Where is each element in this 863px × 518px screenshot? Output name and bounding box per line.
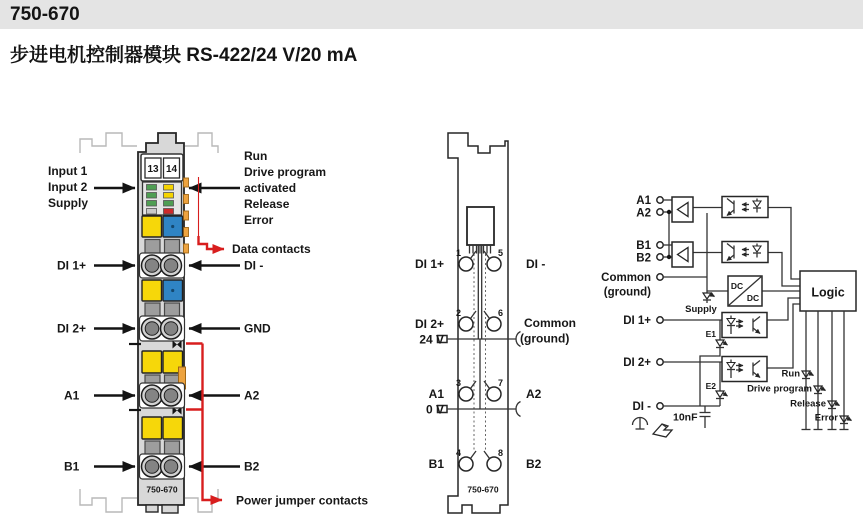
circuit-label-b1: B1	[636, 240, 651, 252]
label-supply: Supply	[48, 196, 89, 210]
circuit-view	[601, 195, 856, 437]
label-data-contacts: Data contacts	[232, 242, 311, 256]
label-di1: DI 1+	[57, 258, 87, 273]
module-order-number: 750-670	[146, 484, 178, 495]
capacitor-10nf	[700, 413, 711, 417]
pin-label-a2: A2	[526, 387, 542, 401]
circuit-label-error: Error	[814, 412, 838, 424]
label-b1: B1	[64, 459, 80, 474]
supply-diode	[703, 291, 715, 303]
circuit-label-release: Release	[790, 398, 826, 410]
logic-block	[800, 271, 856, 311]
label-di2: DI 2+	[57, 321, 87, 336]
terminal-number-plate	[141, 154, 183, 181]
earth-icon	[633, 418, 648, 430]
label-drive-program: Drive program	[244, 165, 327, 179]
label-di-minus: DI -	[244, 258, 264, 273]
pinout-order-number: 750-670	[467, 484, 499, 495]
module-foot	[146, 505, 158, 512]
pin-label-b1: B1	[428, 457, 444, 471]
label-10nf: 10nF	[672, 411, 698, 424]
circuit-label-ground: (ground)	[603, 286, 651, 299]
din-rail-icon	[653, 424, 672, 437]
led-green	[147, 193, 157, 199]
pin-number-7: 7	[498, 378, 504, 388]
circuit-label-common: Common	[601, 272, 651, 284]
callout-arrows-left	[94, 188, 135, 467]
pin-label-24v: 24 V	[419, 332, 444, 347]
label-dc-top: DC	[730, 281, 744, 291]
circuit-label-run: Run	[781, 368, 800, 380]
rs422-receiver-a	[672, 197, 693, 222]
circuit-label-drive-program: Drive program	[747, 383, 812, 395]
pinout-view	[415, 133, 576, 513]
label-run: Run	[244, 149, 268, 163]
status-led-drive-program	[814, 386, 826, 394]
pin-number-3: 3	[455, 378, 461, 388]
circuit-label-a2: A2	[636, 207, 651, 220]
label-input2: Input 2	[48, 180, 88, 194]
rs422-receiver-b	[672, 242, 693, 267]
front-view	[48, 133, 368, 513]
pin-label-di-minus: DI -	[526, 257, 546, 271]
circuit-label-di1: DI 1+	[623, 315, 651, 327]
terminal-number-13: 13	[147, 164, 159, 175]
led-green	[147, 185, 157, 191]
pin-label-common: Common	[524, 316, 576, 330]
status-led-error	[840, 416, 852, 424]
dcdc-converter	[728, 276, 762, 306]
callout-arrows-right	[189, 188, 240, 467]
label-error: Error	[244, 213, 274, 227]
terminal-number-14: 14	[165, 164, 178, 175]
module-foot	[162, 505, 178, 513]
pin-number-4: 4	[455, 448, 461, 458]
diode-e2	[716, 391, 728, 399]
optocoupler-a	[722, 197, 768, 218]
label-release: Release	[244, 197, 290, 211]
pin-label-a1: A1	[428, 387, 444, 401]
power-jumper-callout	[186, 344, 222, 501]
led-yellow	[164, 193, 174, 199]
circuit-label-b2: B2	[636, 252, 651, 265]
label-e2: E2	[705, 381, 716, 391]
led-green	[164, 201, 174, 207]
optocoupler-b	[722, 242, 768, 263]
diode-e1	[716, 340, 728, 348]
label-e1: E1	[705, 329, 716, 339]
pin-number-5: 5	[498, 248, 504, 258]
circuit-label-di2: DI 2+	[623, 357, 651, 369]
pin-label-di1: DI 1+	[414, 257, 444, 271]
label-a2: A2	[244, 388, 260, 403]
label-a1: A1	[64, 388, 80, 403]
pin-label-b2: B2	[526, 457, 542, 471]
label-supply-diode: Supply	[685, 304, 717, 315]
page-title: 步进电机控制器模块 RS-422/24 V/20 mA	[10, 45, 358, 66]
label-power-jumper: Power jumper contacts	[236, 493, 369, 508]
label-b2: B2	[244, 459, 260, 474]
label-input1: Input 1	[48, 164, 88, 178]
pin-label-ground: (ground)	[520, 331, 570, 346]
label-logic: Logic	[811, 285, 845, 300]
pin-number-2: 2	[455, 308, 461, 318]
label-dc-bottom: DC	[746, 293, 760, 303]
label-activated: activated	[244, 181, 297, 195]
product-id: 750-670	[10, 3, 80, 25]
circuit-label-di-minus: DI -	[632, 401, 651, 413]
electronics-block	[467, 207, 494, 245]
circuit-terminals	[657, 197, 663, 409]
led-off	[147, 209, 157, 215]
pin-number-1: 1	[455, 248, 461, 258]
pin-number-6: 6	[498, 308, 504, 318]
led-red	[164, 209, 174, 215]
led-green	[147, 201, 157, 207]
optocoupler-di1	[722, 313, 767, 338]
status-led-run	[802, 371, 814, 379]
circuit-label-a1: A1	[636, 195, 651, 207]
led-yellow	[164, 185, 174, 191]
label-gnd: GND	[244, 321, 271, 336]
diagram-canvas	[0, 88, 863, 518]
optocoupler-di2	[722, 357, 767, 382]
pin-label-di2: DI 2+	[414, 317, 444, 331]
pin-number-8: 8	[498, 448, 504, 458]
status-led-release	[828, 401, 840, 409]
pin-label-0v: 0 V	[425, 402, 444, 417]
led-panel	[143, 182, 182, 215]
title-bar	[0, 0, 863, 29]
